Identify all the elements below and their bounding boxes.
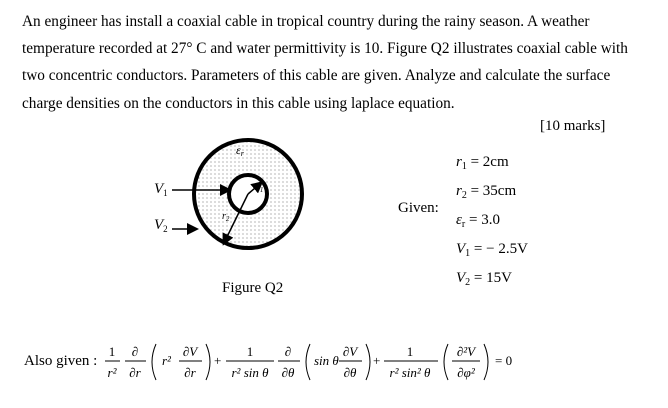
svg-text:+: + bbox=[373, 353, 381, 368]
laplace-equation bbox=[0, 332, 668, 402]
svg-text:r²: r² bbox=[162, 353, 171, 368]
svg-text:∂²V: ∂²V bbox=[456, 344, 476, 359]
given-v2: $V_2 = 15V$ bbox=[456, 270, 512, 288]
svg-text:= 0: = 0 bbox=[495, 353, 513, 368]
svg-text:∂θ: ∂θ bbox=[343, 365, 357, 380]
marks-label: [10 marks] bbox=[540, 118, 606, 134]
svg-text:r²: r² bbox=[107, 365, 117, 380]
given-list bbox=[456, 150, 528, 295]
given-r1: $r_1 = 2cm$ bbox=[456, 154, 509, 172]
figure-caption: Figure Q2 bbox=[222, 280, 284, 296]
r2-label: $r_2$ bbox=[222, 211, 230, 223]
svg-text:r² sin² θ: r² sin² θ bbox=[389, 365, 431, 380]
svg-text:∂V: ∂V bbox=[342, 344, 358, 359]
question-text: An engineer has install a coaxial cable in tropical country during the rainy season. A weather temperature recorded at 27° C and water permittivity is 10. Figure Q2 illustrates coaxial cable with two concentric conductors. Parameters of this cable are given. Analyze and calculate the surface charge densities on the conductors in this cable using laplace equation. bbox=[22, 13, 628, 112]
epsilon-label: εr bbox=[236, 143, 244, 158]
given-r2: $r_2 = 35cm$ bbox=[456, 183, 517, 201]
v2-label: $V_2$ bbox=[154, 217, 168, 234]
svg-text:∂: ∂ bbox=[131, 344, 139, 359]
svg-text:∂φ²: ∂φ² bbox=[457, 365, 475, 380]
svg-text:∂: ∂ bbox=[284, 344, 292, 359]
svg-text:1: 1 bbox=[246, 344, 254, 359]
given-eps: $\varepsilon_r = 3.0$ bbox=[456, 212, 500, 230]
r1-label: $r_1$ bbox=[256, 182, 264, 194]
svg-text:∂r: ∂r bbox=[129, 365, 141, 380]
svg-text:1: 1 bbox=[406, 344, 414, 359]
also-given-label: Also given : bbox=[24, 353, 98, 369]
svg-text:r² sin θ: r² sin θ bbox=[231, 365, 269, 380]
svg-text:1: 1 bbox=[108, 344, 116, 359]
svg-text:sin θ: sin θ bbox=[314, 353, 339, 368]
svg-text:∂r: ∂r bbox=[184, 365, 196, 380]
coaxial-cable-figure bbox=[130, 137, 330, 277]
svg-text:+: + bbox=[214, 353, 222, 368]
given-label: Given: bbox=[398, 200, 439, 216]
given-v1: $V_1$ = − 2.5V bbox=[456, 241, 528, 259]
svg-text:∂V: ∂V bbox=[182, 344, 198, 359]
svg-text:∂θ: ∂θ bbox=[281, 365, 295, 380]
v1-label: $V_1$ bbox=[154, 181, 168, 198]
